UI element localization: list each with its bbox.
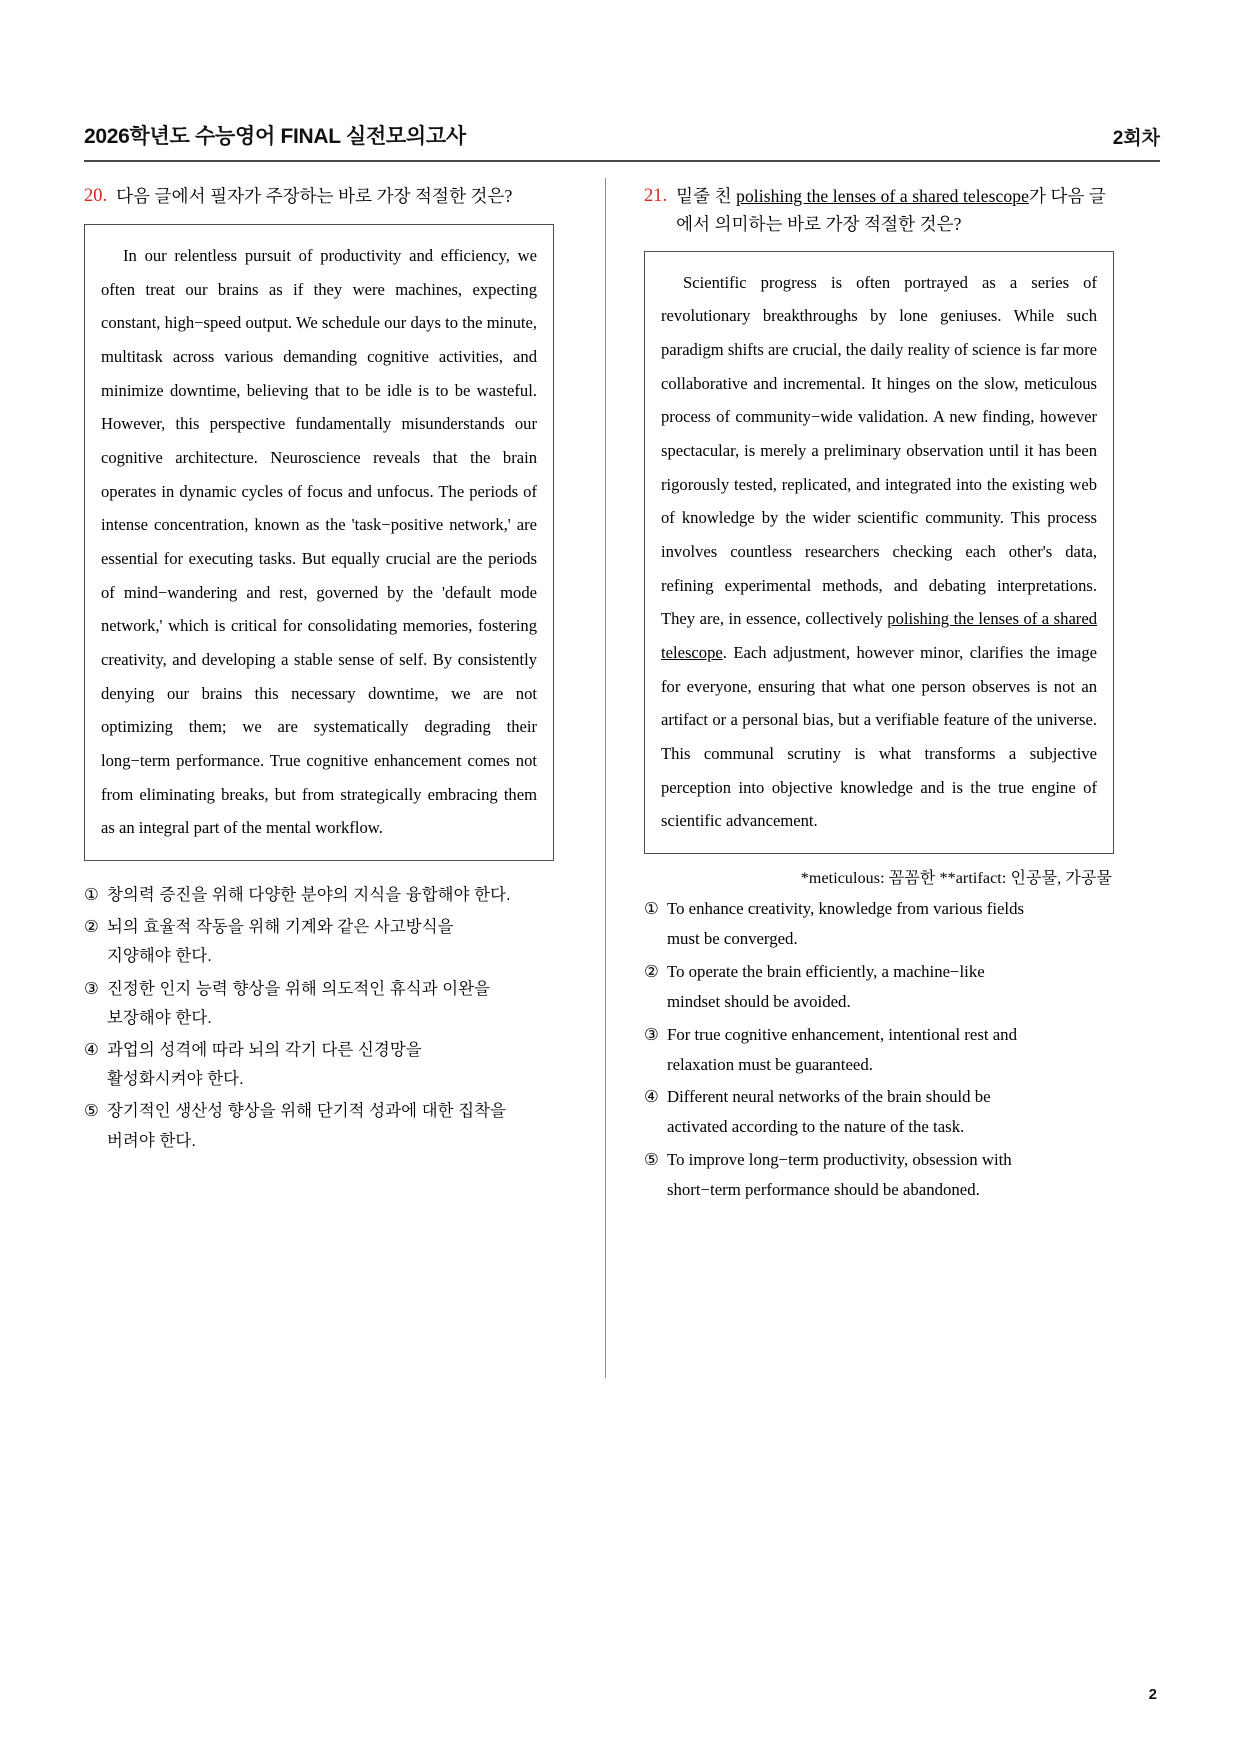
choice-marker: ① (84, 886, 99, 905)
choice-line-1: To improve long−term productivity, obsession with (667, 1150, 1012, 1170)
choice-item[interactable] (644, 894, 1114, 954)
question-20-number: 20. (84, 186, 108, 206)
choice-line-1: For true cognitive enhancement, intentional rest and (667, 1024, 1017, 1044)
choice-item[interactable] (644, 1082, 1114, 1142)
exam-title: 2026학년도 수능영어 FINAL 실전모의고사 (84, 125, 466, 148)
choice-text (667, 957, 1114, 1017)
question-20-passage-text: In our relentless pursuit of productivity and efficiency, we often treat our brains as if they were machines, expecting constant, high−speed output. We schedule our days to the minute, multitask across various demanding cognitive activities, and minimize downtime, believing that to be idle is to be wasteful. However, this perspective fundamentally misunderstands our cognitive architecture. Neuroscience reveals that the brain operates in dynamic cycles of focus and unfocus. The periods of intense concentration, known as the 'task−positive network,' are essential for executing tasks. But equally crucial are the periods of mind−wandering and rest, governed by the 'default mode network,' which is critical for consolidating memories, fostering creativity, and developing a stable sense of self. By consistently denying our brains this necessary downtime, we are not optimizing them; we are systematically degrading their long−term performance. True cognitive enhancement comes not from eliminating breaks, but from strategically embracing them as an integral part of the mental workflow. (101, 245, 537, 838)
choice-marker: ③ (84, 979, 99, 998)
question-21-choices (644, 894, 1114, 1205)
right-column (644, 182, 1114, 1221)
choice-item[interactable] (84, 881, 554, 910)
choice-text (107, 1097, 554, 1155)
choice-marker: ② (644, 961, 659, 981)
passage-part-1: Scientific progress is often portrayed as a series of revolutionary breakthroughs by lone geniuses. While such paradigm shifts are crucial, the daily reality of science is far more collaborative and incremental. It hinges on the slow, meticulous process of community−wide validation. A new finding, however spectacular, is merely a preliminary observation until it has been rigorously tested, replicated, and integrated into the existing web of knowledge by the wider scientific community. This process involves countless researchers checking each other's data, refining experimental methods, and debating interpretations. They are, in essence, collectively (661, 272, 1097, 629)
choice-line-2: short−term performance should be abandoned. (667, 1180, 980, 1200)
choice-line-2: must be converged. (667, 929, 798, 948)
choice-marker: ① (644, 899, 659, 919)
exam-round-label: 2회차 (1112, 128, 1160, 149)
passage-part-2: . Each adjustment, however minor, clarifies the image for everyone, ensuring that what one person observes is not an artifact or a personal bias, but a verifiable feature of the universe. This communal scrutiny is what transforms a subjective perception into objective knowledge and is the true engine of scientific advancement. (661, 643, 1097, 831)
choice-marker: ③ (644, 1024, 659, 1044)
choice-text (667, 1020, 1114, 1080)
choice-marker: ② (84, 918, 99, 937)
choice-line-1: 창의력 증진을 위해 다양한 분야의 지식을 융합해야 한다. (107, 886, 511, 905)
choice-text (667, 1082, 1114, 1142)
choice-line-1: To operate the brain efficiently, a machine−like (667, 961, 985, 981)
choice-marker: ⑤ (84, 1102, 99, 1121)
choice-text (667, 1145, 1114, 1205)
choice-line-1: Different neural networks of the brain should be (667, 1087, 991, 1107)
choice-line-1: 과업의 성격에 따라 뇌의 각기 다른 신경망을 (107, 1041, 422, 1060)
question-20-choices (84, 881, 554, 1156)
choice-line-2: 버려야 한다. (107, 1131, 196, 1150)
header-divider (84, 160, 1160, 162)
choice-marker: ④ (644, 1087, 659, 1107)
choice-line-2: 활성화시켜야 한다. (107, 1070, 244, 1089)
choice-text (107, 881, 554, 910)
choice-text (107, 975, 554, 1033)
choice-line-1: 진정한 인지 능력 향상을 위해 의도적인 휴식과 이완을 (107, 979, 491, 998)
question-21-passage-box (644, 251, 1114, 854)
choice-line-2: activated according to the nature of the task. (667, 1117, 965, 1137)
page-header (84, 120, 1160, 150)
choice-item[interactable] (84, 1097, 554, 1155)
choice-item[interactable] (644, 1145, 1114, 1205)
choice-line-2: relaxation must be guaranteed. (667, 1054, 873, 1074)
question-21-stem (644, 182, 1114, 239)
choice-line-1: 뇌의 효율적 작동을 위해 기계와 같은 사고방식을 (107, 918, 454, 937)
choice-line-1: To enhance creativity, knowledge from various fields (667, 899, 1025, 919)
choice-line-1: 장기적인 생산성 향상을 위해 단기적 성과에 대한 집착을 (107, 1102, 507, 1121)
choice-item[interactable] (644, 1020, 1114, 1080)
choice-item[interactable] (84, 975, 554, 1033)
question-21-passage-text (661, 266, 1097, 838)
choice-line-2: mindset should be avoided. (667, 991, 851, 1011)
page-number: 2 (1148, 1686, 1157, 1703)
choice-line-2: 지양해야 한다. (107, 947, 212, 966)
choice-text (107, 1036, 554, 1094)
choice-marker: ④ (84, 1041, 99, 1060)
choice-text (667, 894, 1114, 954)
question-20-passage-box (84, 224, 554, 861)
question-21-number: 21. (644, 186, 668, 206)
stem-suffix: 가 다음 글에서 의미하는 바로 가장 적절한 것은? (676, 186, 1106, 235)
choice-item[interactable] (84, 1036, 554, 1094)
choice-item[interactable] (644, 957, 1114, 1017)
question-21-stem-text (676, 182, 1114, 239)
choice-marker: ⑤ (644, 1150, 659, 1170)
stem-underlined-phrase: polishing the lenses of a shared telescope (736, 186, 1029, 206)
question-20-stem (84, 182, 554, 212)
passage-underlined-phrase: polishing the lenses of a shared telescope (661, 609, 1097, 663)
choice-text (107, 913, 554, 971)
question-21-footnote: *meticulous: 꼼꼼한 **artifact: 인공물, 가공물 (800, 870, 1112, 888)
column-divider (605, 178, 606, 1378)
choice-item[interactable] (84, 913, 554, 971)
stem-prefix: 밑줄 친 (676, 186, 737, 206)
left-column (84, 182, 554, 1172)
question-20-stem-text: 다음 글에서 필자가 주장하는 바로 가장 적절한 것은? (116, 186, 513, 206)
choice-line-2: 보장해야 한다. (107, 1008, 212, 1027)
